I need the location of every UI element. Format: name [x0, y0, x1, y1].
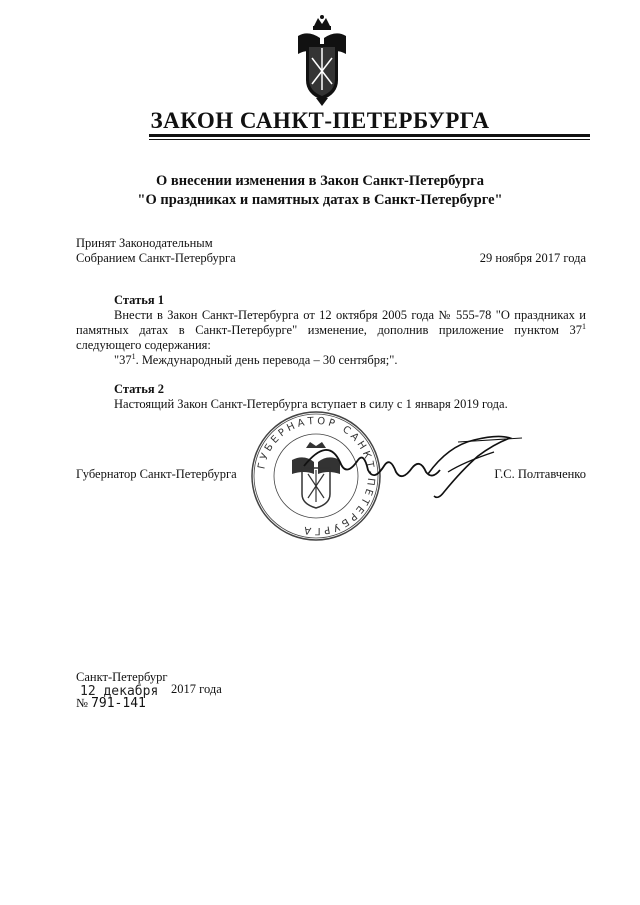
- subtitle-line-1: О внесении изменения в Закон Санкт-Петербурга: [155, 173, 484, 189]
- article-1-text-main: Внести в Закон Санкт-Петербурга от 12 октября 2005 года № 555-78 "О праздниках и памятных датах в Санкт-Петербурге" изменение, дополнив приложение пунктом 37: [76, 308, 586, 337]
- signing-year: 2017 года: [171, 682, 222, 696]
- article-2-text: Настоящий Закон Санкт-Петербурга вступает в силу с 1 января 2019 года.: [114, 397, 508, 411]
- law-subtitle: [0, 172, 640, 210]
- article-1-text-end: следующего содержания:: [76, 338, 211, 352]
- adoption-line-1: Принят Законодательным: [76, 236, 213, 250]
- adoption-date: 29 ноября 2017 года: [479, 251, 586, 265]
- adoption-line-2: Собранием Санкт-Петербурга: [76, 251, 236, 265]
- quote-superscript: 1: [131, 351, 136, 361]
- governor-name: Г.С. Полтавченко: [494, 467, 586, 481]
- svg-text:ГУБЕРНАТОР САНКТ-ПЕТЕРБУРГА: ГУБЕРНАТОР САНКТ-ПЕТЕРБУРГА: [256, 415, 377, 537]
- number-sign: №: [76, 696, 88, 710]
- title-rule-thin: [149, 139, 590, 140]
- coat-of-arms-icon: [294, 14, 350, 106]
- subtitle-line-2: "О праздниках и памятных датах в Санкт-Петербурге": [137, 192, 503, 208]
- article-1-superscript: 1: [582, 321, 586, 331]
- law-title: ЗАКОН САНКТ-ПЕТЕРБУРГА: [150, 108, 490, 133]
- article-1-quote: [114, 353, 398, 368]
- article-1-heading: Статья 1: [114, 293, 164, 307]
- article-2-heading: Статья 2: [114, 382, 164, 396]
- number-value: 791-141: [91, 696, 146, 711]
- title-rule-thick: [149, 134, 590, 137]
- stamped-date: 12 декабря: [80, 684, 159, 699]
- article-1-text: [76, 308, 586, 353]
- registration-number: [76, 696, 146, 711]
- quote-text: . Международный день перевода – 30 сентября;".: [135, 353, 398, 367]
- adoption-block: [76, 236, 236, 266]
- quote-number: "37: [114, 353, 132, 367]
- governor-title: Губернатор Санкт-Петербурга: [76, 467, 237, 481]
- place-of-signing: Санкт-Петербург: [76, 670, 168, 684]
